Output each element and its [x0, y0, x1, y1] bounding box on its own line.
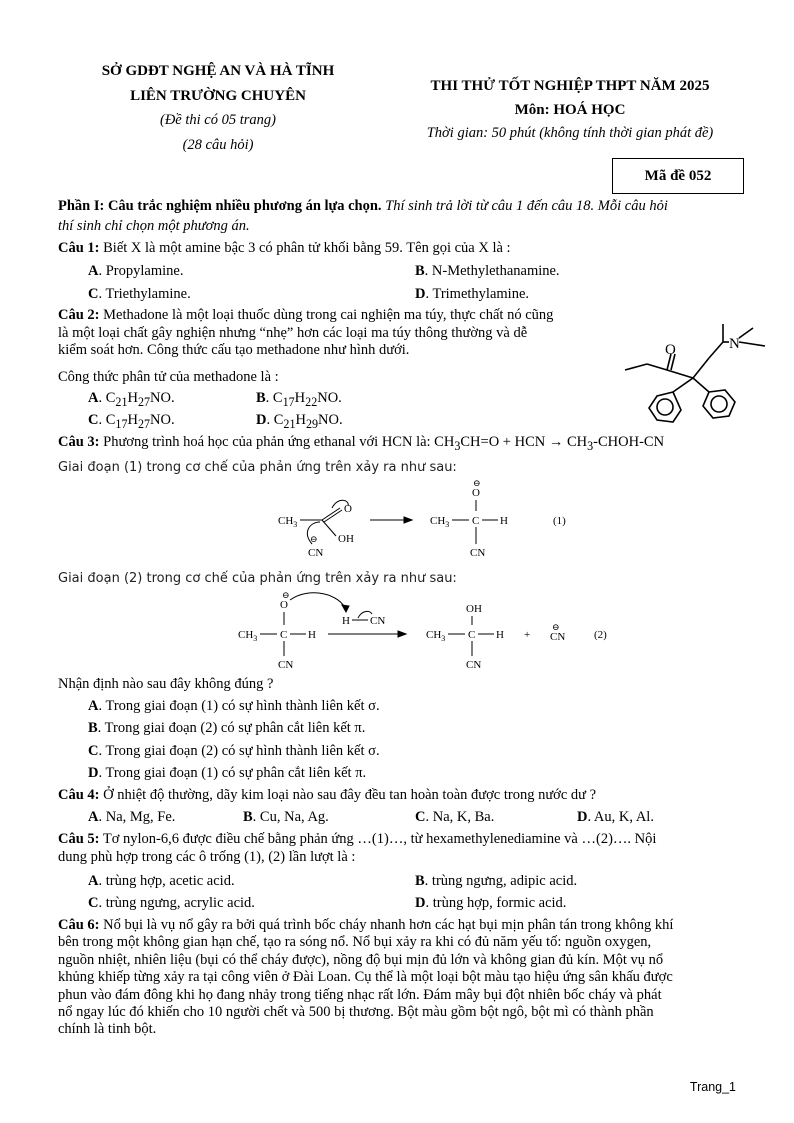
school-name: LIÊN TRƯỜNG CHUYÊN [130, 88, 306, 104]
q2-text4: Công thức phân tử của methadone là : [58, 369, 279, 385]
question-3: Câu 3: Phương trình hoá học của phản ứng ethanal với HCN là: $CH_3CH=O$ + HCN → $CH_3-CHOH-CN$ [58, 434, 665, 453]
svg-text:CN: CN [466, 659, 482, 671]
q2-option-b[interactable]: B. $C_{17}H_{22}NO$. [256, 390, 342, 409]
svg-text:H: H [342, 615, 350, 627]
question-4 [58, 787, 738, 805]
q2-option-a[interactable]: A. $C_{21}H_{27}NO$. [88, 390, 175, 409]
q3-option-d[interactable]: D. Trong giai đoạn (1) có sự phân cắt liên kết π. [88, 765, 367, 781]
svg-text:CN: CN [308, 547, 324, 559]
svg-text:CH3: $CH_3$ [238, 629, 258, 643]
svg-text:CN: CN [470, 547, 486, 559]
stage1-caption: Giai đoạn (1) trong cơ chế của phản ứng trên xảy ra như sau: [58, 460, 457, 475]
svg-text:O: O [344, 503, 352, 515]
svg-text:O: O [472, 487, 480, 499]
q2-text2: là một loại chất gây nghiện nhưng “nhẹ” hơn các loại ma túy thông thường và dễ [58, 324, 528, 341]
mechanism-stage-2 [230, 590, 630, 674]
duration: Thời gian: 50 phút (không tính thời gian phát đề) [426, 125, 714, 141]
exam-code: Mã đề 052 [644, 168, 712, 184]
q2-text1: Methadone là một loại thuốc dùng trong cai nghiện ma túy, thực chất nó cũng [103, 307, 554, 323]
svg-text:OH: OH [466, 603, 482, 615]
question-5: Câu 5: Tơ nylon-6,6 được điều chế bằng phản ứng …(1)…, từ hexamethylenediamine và …(2)…. Nội dung phù hợp trong các ô trống (1), (2) lần lượt là : [58, 831, 657, 865]
exam-code-box [612, 158, 744, 194]
q1-text: Biết X là một amine bậc 3 có phân tử khối bằng 59. Tên gọi của X là : [103, 240, 511, 256]
methadone-structure [615, 312, 785, 432]
q1-option-d[interactable]: D. Trimethylamine. [415, 286, 530, 302]
q3-option-c[interactable]: C. Trong giai đoạn (2) có sự hình thành liên kết σ. [88, 743, 380, 759]
q3-option-a[interactable]: A. Trong giai đoạn (1) có sự hình thành liên kết σ. [88, 698, 380, 714]
dept-name: SỞ GDĐT NGHỆ AN VÀ HÀ TĨNH [101, 63, 335, 79]
q1-option-c[interactable]: C. Triethylamine. [88, 286, 191, 302]
q5-option-d[interactable]: D. trùng hợp, formic acid. [415, 895, 567, 911]
page-number: Trang_1 [689, 1080, 736, 1094]
subject: Môn: HOÁ HỌC [514, 102, 626, 118]
svg-text:C: C [280, 629, 288, 641]
q4-option-c[interactable]: C. Na, K, Ba. [415, 809, 495, 825]
q5-option-c[interactable]: C. trùng ngưng, acrylic acid. [88, 895, 255, 911]
svg-text:⊖: ⊖ [282, 590, 290, 600]
q5-label: Câu 5: [58, 831, 100, 847]
part1-title: Phần I: Câu trắc nghiệm nhiều phương án lựa chọn. [58, 198, 382, 214]
q4-option-d[interactable]: D. Au, K, Al. [577, 809, 654, 825]
methadone-o-atom: O [665, 342, 676, 358]
svg-text:⊖: ⊖ [473, 478, 481, 488]
q4-text: Ở nhiệt độ thường, dãy kim loại nào sau đây đều tan hoàn toàn được trong nước dư ? [103, 787, 597, 803]
svg-text:C: C [472, 515, 480, 527]
svg-text:CH3: $CH_3$ [426, 629, 446, 643]
svg-text:H: H [496, 629, 504, 641]
part1-heading [58, 198, 738, 216]
svg-text:⊖: ⊖ [310, 534, 318, 544]
svg-text:CN: CN [550, 631, 566, 643]
q3-question: Nhận định nào sau đây không đúng ? [58, 676, 274, 692]
q3-label: Câu 3: [58, 434, 100, 450]
question-count-note: (28 câu hỏi) [182, 137, 254, 153]
q2-label: Câu 2: [58, 307, 100, 323]
part1-instruction-a: Thí sinh trả lời từ câu 1 đến câu 18. Mỗi câu hỏi [385, 198, 668, 214]
methadone-n-atom: N [729, 336, 740, 352]
question-2 [58, 307, 610, 360]
q1-label: Câu 1: [58, 240, 100, 256]
svg-text:O: O [280, 599, 288, 611]
q3-option-b[interactable]: B. Trong giai đoạn (2) có sự phân cắt liên kết π. [88, 720, 366, 736]
svg-text:(2): (2) [594, 629, 607, 641]
svg-text:CN: CN [370, 615, 386, 627]
question-1 [58, 240, 738, 258]
svg-text:CH3: $CH_3$ [430, 515, 450, 529]
stage2-caption: Giai đoạn (2) trong cơ chế của phản ứng trên xảy ra như sau: [58, 571, 457, 586]
q1-option-b[interactable]: B. N-Methylethanamine. [415, 263, 560, 279]
svg-text:⊖: ⊖ [552, 622, 560, 632]
svg-text:H: H [500, 515, 508, 527]
mechanism-stage-1 [240, 478, 600, 560]
q4-option-a[interactable]: A. Na, Mg, Fe. [88, 809, 176, 825]
q4-option-b[interactable]: B. Cu, Na, Ag. [243, 809, 329, 825]
svg-text:C: C [468, 629, 476, 641]
q6-label: Câu 6: [58, 917, 100, 933]
q2-option-c[interactable]: C. $C_{17}H_{27}NO$. [88, 412, 175, 431]
svg-text:+: + [524, 629, 531, 641]
page-count-note: (Đề thi có 05 trang) [160, 112, 276, 128]
svg-text:CH3: $CH_3$ [278, 515, 298, 529]
q2-option-d[interactable]: D. $C_{21}H_{29}NO$. [256, 412, 343, 431]
svg-text:(1): (1) [553, 515, 566, 527]
svg-text:H: H [308, 629, 316, 641]
q5-option-b[interactable]: B. trùng ngưng, adipic acid. [415, 873, 578, 889]
question-6: Câu 6: Nổ bụi là vụ nổ gây ra bởi quá trình bốc cháy nhanh hơn các hạt bụi mịn phân tán trong không khí bên trong một không gian hạn chế, tạo ra sóng nổ. Nổ bụi xảy ra khi có đủ năm yếu tố: nguồn oxygen, nguồn nhiệt, nhiên liệu (bụi có thể cháy được), nồng độ bụi mịn đủ lớn và không gian đủ kín. Một vụ nổ khủng khiếp từng xảy ra tại công viên ở Đài Loan. Cụ thể là một loại bột màu tạo hiệu ứng sân khấu được phun vào đám đông khi họ đang nhảy trong tiếng nhạc rất lớn. Đám mây bụi đột nhiên bốc cháy và phát nổ ngay lúc đó khiến cho 10 người chết và 500 bị thương. Bột màu gồm bột ngô, bột mì có thành phần chính là tinh bột. [58, 917, 674, 1038]
q5-option-a[interactable]: A. trùng hợp, acetic acid. [88, 873, 235, 889]
svg-text:OH: OH [338, 533, 354, 545]
exam-title: THI THỬ TỐT NGHIỆP THPT NĂM 2025 [430, 78, 710, 94]
q2-text3: kiểm soát hơn. Công thức cấu tạo methadone như hình dưới. [58, 342, 410, 359]
q4-label: Câu 4: [58, 787, 100, 803]
svg-text:CN: CN [278, 659, 294, 671]
part1-instruction-b: thí sinh chỉ chọn một phương án. [58, 218, 250, 234]
q1-option-a[interactable]: A. Propylamine. [88, 263, 184, 279]
